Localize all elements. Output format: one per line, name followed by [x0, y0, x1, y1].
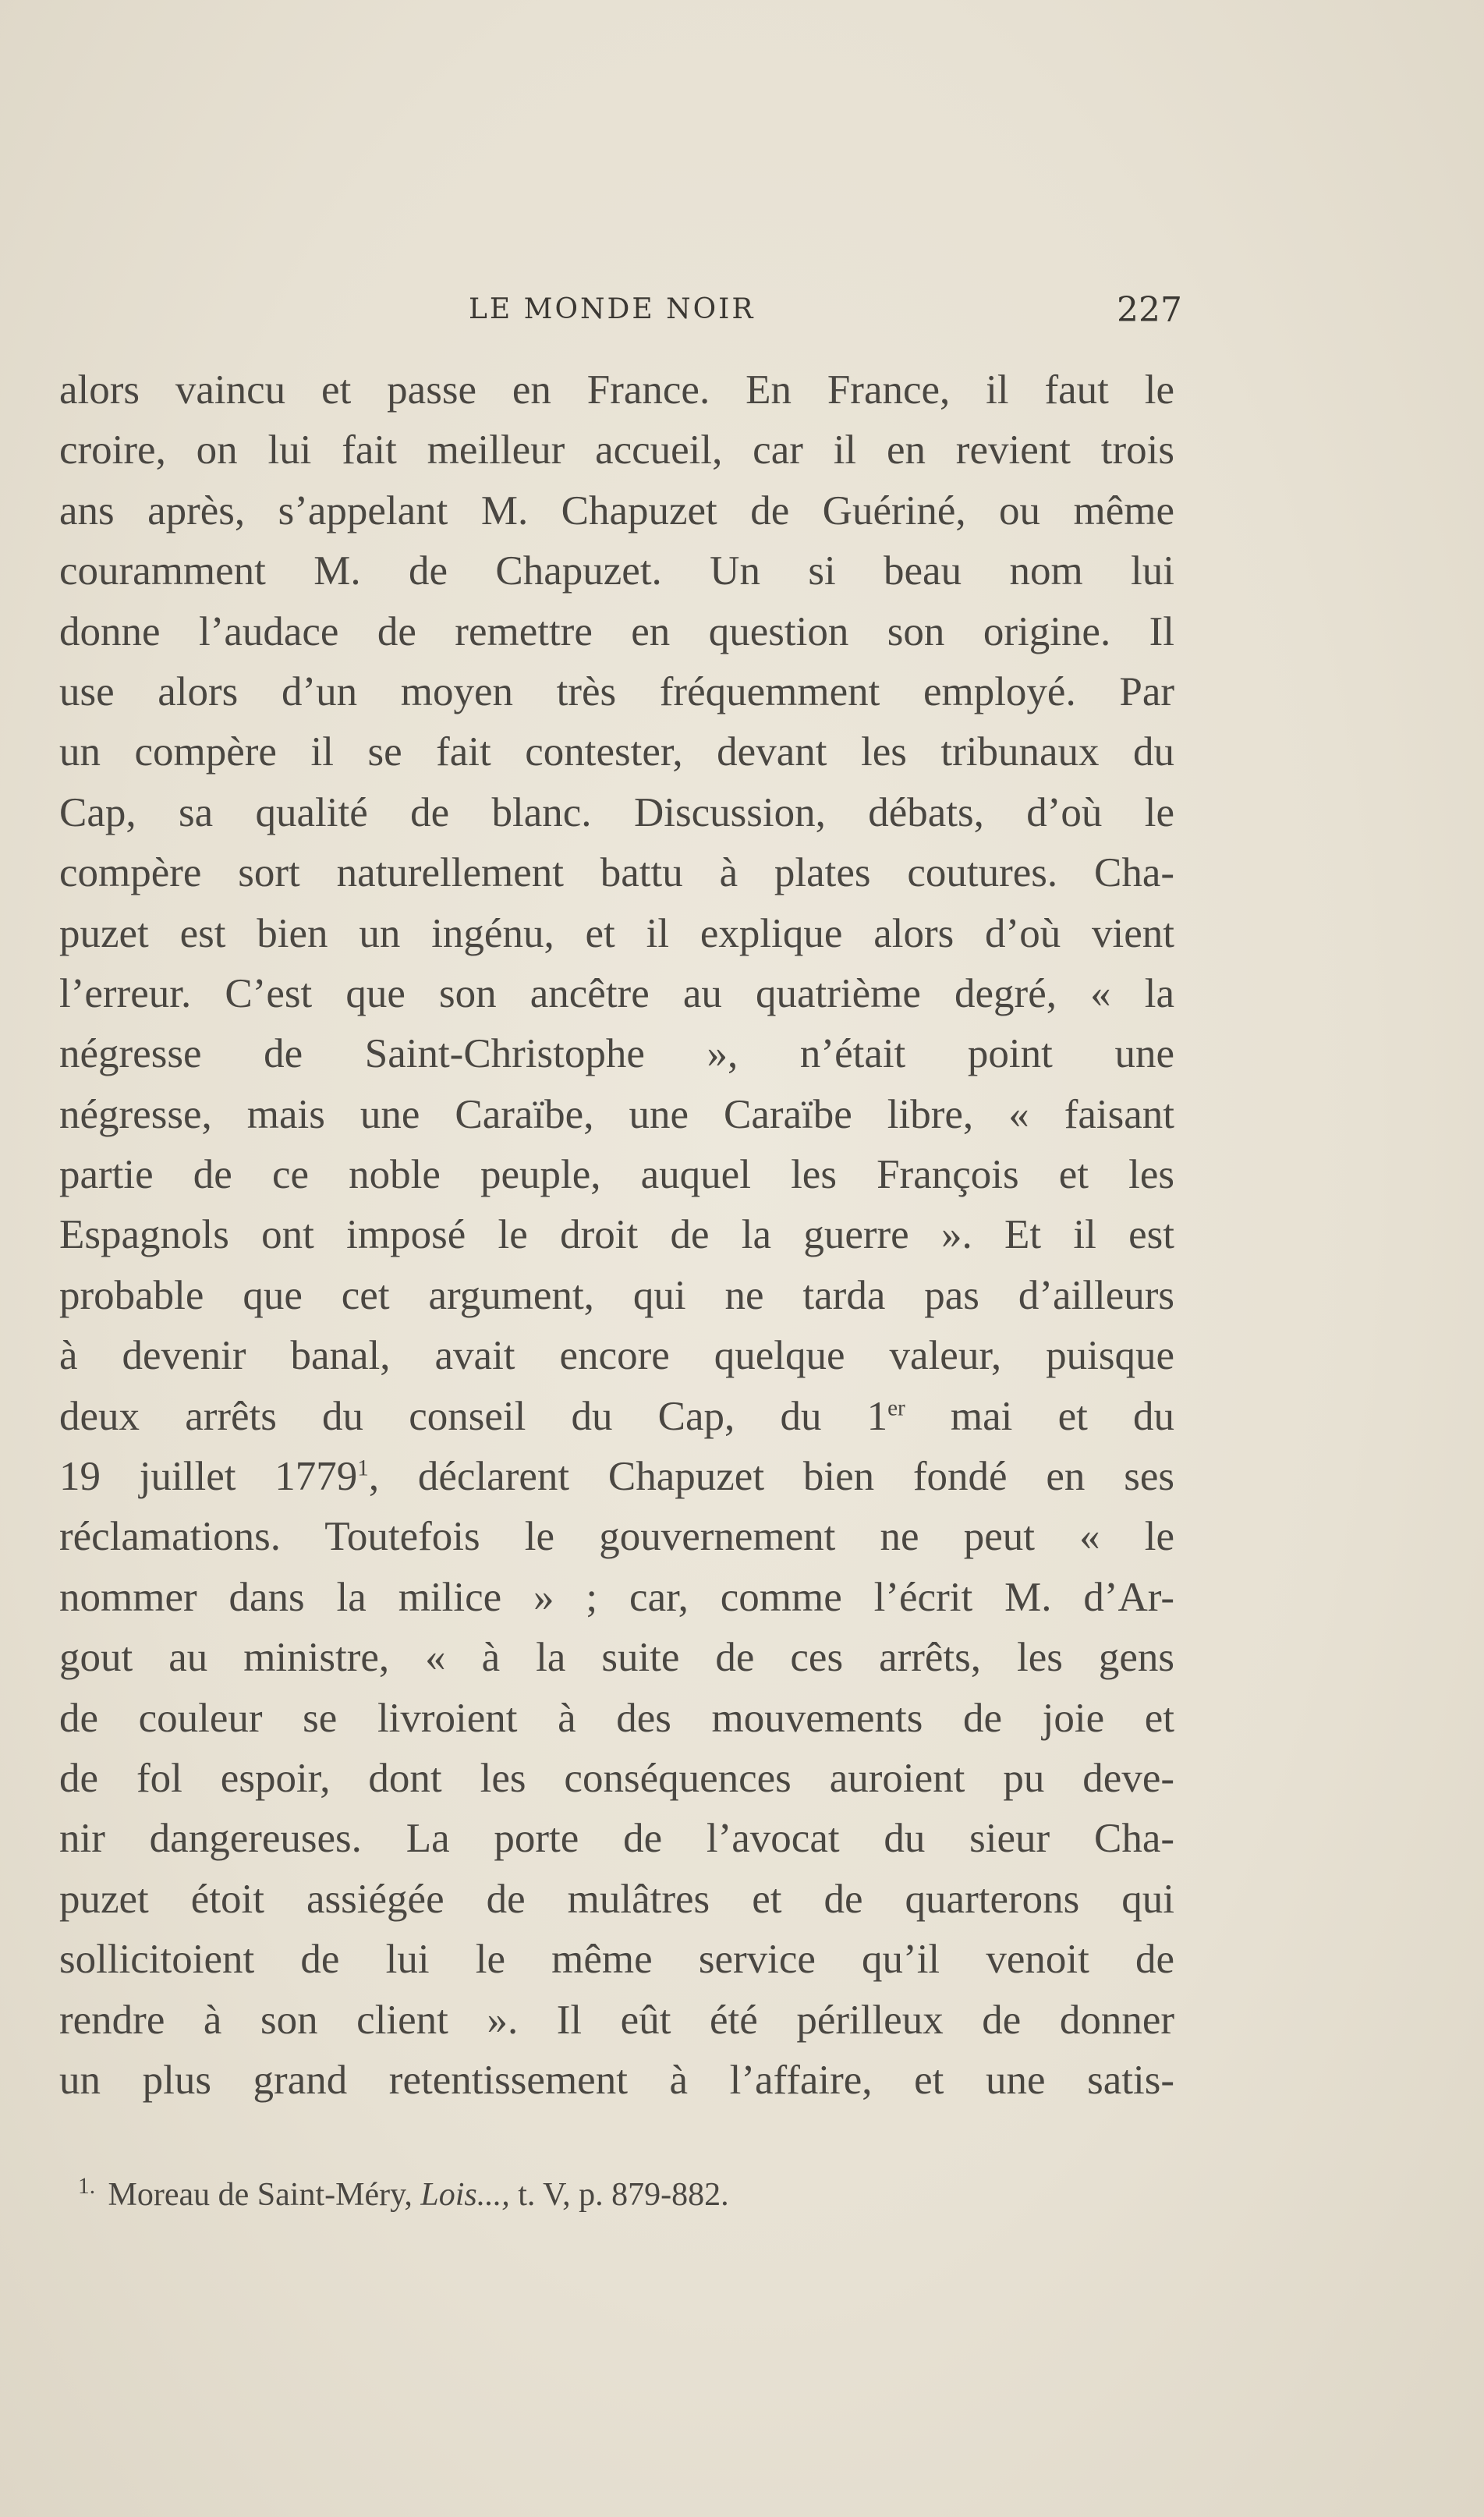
footnote: [78, 2176, 1170, 2214]
text-line: [59, 1870, 1174, 1930]
footnote-marker: 1.: [78, 2174, 96, 2199]
line-text: alors vaincu et passe en France. En France, il faut le: [59, 367, 1174, 413]
line-text: de couleur se livroient à des mouvements de joie et: [59, 1695, 1174, 1741]
line-text: ans après, s’appelant M. Chapuzet de Guériné, ou même: [59, 487, 1174, 534]
page-header: [59, 290, 1182, 337]
text-line: [59, 1568, 1174, 1628]
text-line: [59, 1749, 1174, 1809]
running-title: LE MONDE NOIR: [469, 293, 756, 325]
text-line: [59, 1930, 1174, 1990]
text-line: [59, 843, 1174, 903]
line-text: Cap, sa qualité de blanc. Discussion, débats, d’où le: [59, 789, 1174, 835]
line-text: compère sort naturellement battu à plates coutures. Cha-: [59, 850, 1174, 896]
line-text: partie de ce noble peuple, auquel les François et les: [59, 1152, 1174, 1198]
line-text: de fol espoir, dont les conséquences auroient pu deve-: [59, 1755, 1174, 1801]
line-text: négresse, mais une Caraïbe, une Caraïbe libre, « faisant: [59, 1091, 1174, 1137]
line-text: l’erreur. C’est que son ancêtre au quatrième degré, « la: [59, 970, 1174, 1016]
footnote-reference: t. V, p. 879-882.: [518, 2177, 729, 2213]
line-text: négresse de Saint-Christophe », n’était point une: [59, 1031, 1174, 1077]
line-text: mai et du: [905, 1393, 1174, 1439]
line-text: use alors d’un moyen très fréquemment employé. Par: [59, 668, 1174, 714]
line-text: un plus grand retentissement à l’affaire, et une satis-: [59, 2057, 1174, 2103]
line-text: rendre à son client ». Il eût été périlleux de donner: [59, 1997, 1174, 2043]
text-line: [59, 904, 1174, 964]
text-line: [59, 1809, 1174, 1869]
text-line: [59, 1991, 1174, 2051]
line-text: probable que cet argument, qui ne tarda pas d’ailleurs: [59, 1272, 1174, 1318]
text-line: [59, 1507, 1174, 1567]
text-line: [59, 481, 1174, 541]
text-line: [59, 541, 1174, 601]
text-line: [59, 964, 1174, 1024]
line-text: couramment M. de Chapuzet. Un si beau nom lui: [59, 548, 1174, 594]
text-line: [59, 662, 1174, 722]
line-text: à devenir banal, avait encore quelque valeur, puisque: [59, 1333, 1174, 1379]
footnote-author: Moreau de Saint-Méry,: [108, 2177, 413, 2213]
text-line: [59, 420, 1174, 480]
text-line: [59, 602, 1174, 662]
line-text: 19 juillet 1779: [59, 1454, 358, 1500]
text-line: [59, 1387, 1174, 1447]
body-text: [59, 360, 1174, 2111]
line-text: puzet est bien un ingénu, et il explique alors d’où vient: [59, 910, 1174, 956]
line-text: Espagnols ont imposé le droit de la guerre ». Et il est: [59, 1212, 1174, 1258]
text-line: [59, 360, 1174, 420]
line-text: puzet étoit assiégée de mulâtres et de quarterons qui: [59, 1876, 1174, 1922]
superscript: er: [887, 1395, 905, 1420]
text-line: [59, 1085, 1174, 1145]
line-text: donne l’audace de remettre en question son origine. Il: [59, 608, 1174, 654]
line-text: un compère il se fait contester, devant les tribunaux du: [59, 729, 1174, 775]
superscript: 1: [357, 1455, 369, 1481]
footnote-work-title: Lois...,: [420, 2177, 510, 2213]
text-line: [59, 1024, 1174, 1084]
text-line: [59, 722, 1174, 782]
line-text: croire, on lui fait meilleur accueil, car il en revient trois: [59, 427, 1174, 473]
page-number: 227: [1117, 290, 1182, 330]
text-line: [59, 1447, 1174, 1507]
line-text: deux arrêts du conseil du Cap, du 1: [59, 1393, 888, 1439]
text-line: [59, 1689, 1174, 1749]
line-text: réclamations. Toutefois le gouvernement ne peut « le: [59, 1514, 1174, 1560]
line-text: , déclarent Chapuzet bien fondé en ses: [368, 1454, 1174, 1500]
text-line: [59, 1628, 1174, 1688]
text-line: [59, 1266, 1174, 1326]
line-text: nommer dans la milice » ; car, comme l’écrit M. d’Ar-: [59, 1574, 1174, 1620]
line-text: sollicitoient de lui le même service qu’il venoit de: [59, 1937, 1174, 1983]
text-line: [59, 1145, 1174, 1205]
text-line: [59, 1205, 1174, 1265]
line-text: gout au ministre, « à la suite de ces arrêts, les gens: [59, 1635, 1174, 1681]
text-line: [59, 2051, 1174, 2111]
text-line: [59, 1326, 1174, 1386]
text-line: [59, 783, 1174, 843]
line-text: nir dangereuses. La porte de l’avocat du sieur Cha-: [59, 1816, 1174, 1862]
